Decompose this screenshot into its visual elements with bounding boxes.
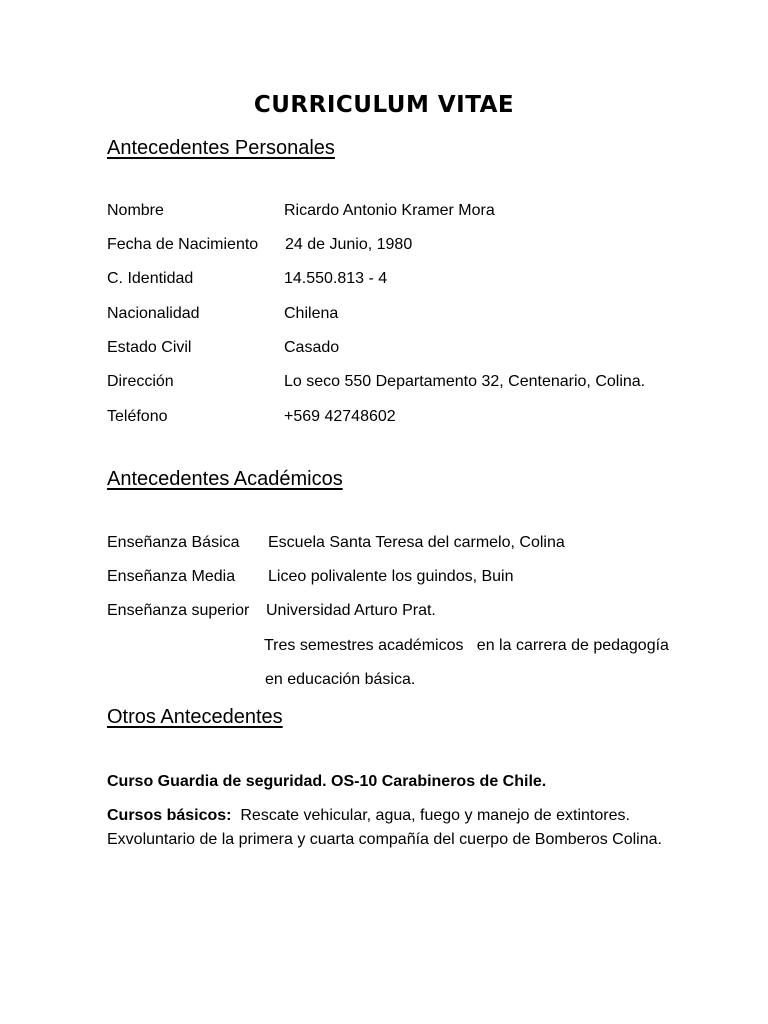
- academic-label-basic: Enseñanza Básica: [107, 534, 240, 551]
- academic-section-heading: Antecedentes Académicos: [107, 468, 343, 490]
- academic-label-secondary: Enseñanza Media: [107, 568, 236, 585]
- volunteer-text: Exvoluntario de la primera y cuarta compañía del cuerpo de Bomberos Colina.: [107, 831, 662, 848]
- academic-label-higher: Enseñanza superior: [107, 602, 250, 619]
- personal-label-birthdate: Fecha de Nacimiento: [107, 236, 259, 253]
- personal-label-name: Nombre: [107, 202, 164, 219]
- basic-courses-paragraph: [107, 804, 667, 852]
- personal-value-birthdate: 24 de Junio, 1980: [285, 236, 413, 253]
- personal-value-address: Lo seco 550 Departamento 32, Centenario, Colina.: [284, 373, 646, 390]
- document-title: CURRICULUM VITAE: [253, 92, 515, 118]
- academic-value-higher: Universidad Arturo Prat.: [266, 602, 436, 619]
- personal-label-civil-status: Estado Civil: [107, 339, 192, 356]
- personal-value-id: 14.550.813 - 4: [284, 270, 388, 287]
- basic-courses-label: Cursos básicos:: [107, 807, 232, 824]
- personal-value-nationality: Chilena: [284, 305, 339, 322]
- other-section-heading: Otros Antecedentes: [107, 706, 283, 728]
- personal-label-address: Dirección: [107, 373, 174, 390]
- personal-section-heading: Antecedentes Personales: [107, 137, 335, 159]
- personal-label-phone: Teléfono: [107, 408, 168, 425]
- guard-course-line: Curso Guardia de seguridad. OS-10 Carabineros de Chile.: [107, 773, 547, 790]
- personal-value-phone: +569 42748602: [284, 408, 396, 425]
- academic-extra-line-1: Tres semestres académicos en la carrera de pedagogía: [264, 637, 669, 654]
- basic-courses-text: Rescate vehicular, agua, fuego y manejo de extintores.: [240, 807, 630, 824]
- academic-extra-line-2: en educación básica.: [265, 671, 416, 688]
- personal-value-civil-status: Casado: [284, 339, 340, 356]
- personal-label-id: C. Identidad: [107, 270, 194, 287]
- personal-label-nationality: Nacionalidad: [107, 305, 200, 322]
- academic-value-secondary: Liceo polivalente los guindos, Buin: [268, 568, 514, 585]
- personal-value-name: Ricardo Antonio Kramer Mora: [284, 202, 495, 219]
- academic-value-basic: Escuela Santa Teresa del carmelo, Colina: [268, 534, 565, 551]
